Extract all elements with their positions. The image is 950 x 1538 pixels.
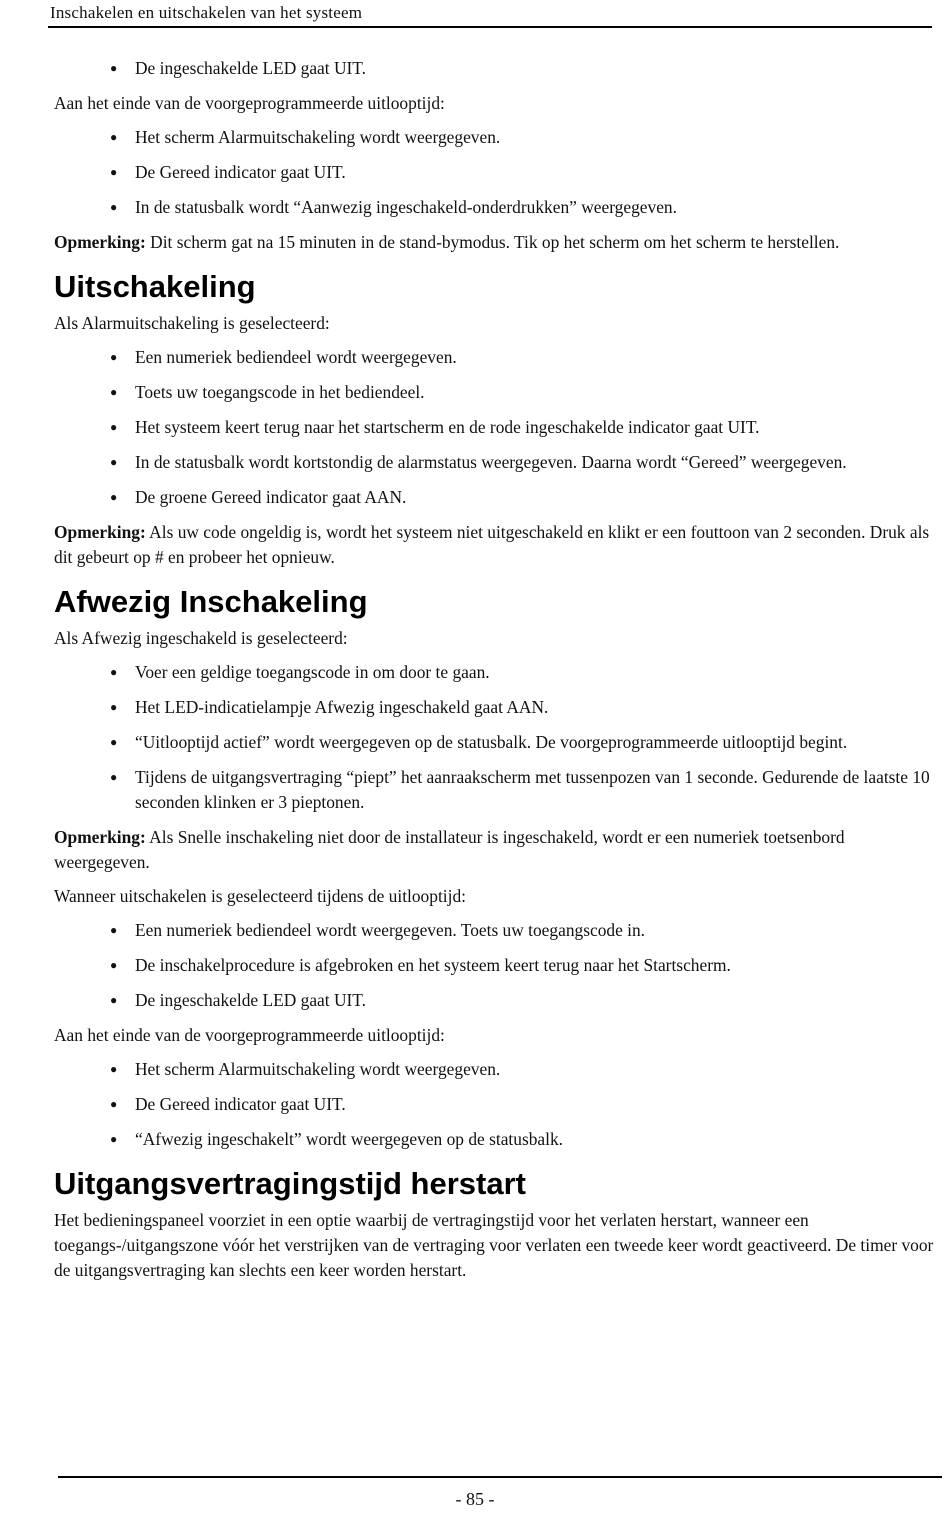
page-number: - 85 - <box>455 1489 495 1509</box>
bullet-icon: ● <box>110 61 118 75</box>
bullet-icon: ● <box>110 770 118 784</box>
list-item: ● De Gereed indicator gaat UIT. <box>54 160 934 185</box>
bullet-list <box>54 56 934 81</box>
list-item: ● Toets uw toegangscode in het bediendeel. <box>54 380 934 405</box>
bullet-icon: ● <box>110 455 118 469</box>
paragraph: Aan het einde van de voorgeprogrammeerde uitlooptijd: <box>54 1025 445 1045</box>
list-item: ● Het scherm Alarmuitschakeling wordt weergegeven. <box>54 1057 934 1082</box>
document-body <box>54 56 934 1292</box>
paragraph: Wanneer uitschakelen is geselecteerd tijdens de uitlooptijd: <box>54 886 466 906</box>
bullet-icon: ● <box>110 350 118 364</box>
bullet-list <box>54 125 934 220</box>
note-paragraph <box>54 230 934 255</box>
header-title: Inschakelen en uitschakelen van het systeem <box>50 3 363 22</box>
list-item: ● In de statusbalk wordt kortstondig de alarmstatus weergegeven. Daarna wordt “Gereed” weergegeven. <box>54 450 934 475</box>
bullet-icon: ● <box>110 420 118 434</box>
bullet-icon: ● <box>110 130 118 144</box>
paragraph: Aan het einde van de voorgeprogrammeerde uitlooptijd: <box>54 93 445 113</box>
bullet-list <box>54 1057 934 1152</box>
list-item: ● De inschakelprocedure is afgebroken en het systeem keert terug naar het Startscherm. <box>54 953 934 978</box>
bullet-list <box>54 918 934 1013</box>
bullet-icon: ● <box>110 165 118 179</box>
list-item: ● De ingeschakelde LED gaat UIT. <box>54 988 934 1013</box>
note-label: Opmerking: <box>54 827 146 847</box>
note-paragraph <box>54 825 934 875</box>
list-item: ● In de statusbalk wordt “Aanwezig ingeschakeld-onderdrukken” weergegeven. <box>54 195 934 220</box>
note-text: Als Snelle inschakeling niet door de installateur is ingeschakeld, wordt er een numeriek toetsenbord weergegeven. <box>54 827 845 872</box>
bullet-icon: ● <box>110 665 118 679</box>
bullet-icon: ● <box>110 1062 118 1076</box>
section-heading: Uitschakeling <box>54 269 256 304</box>
bullet-icon: ● <box>110 993 118 1007</box>
note-label: Opmerking: <box>54 232 146 252</box>
bullet-icon: ● <box>110 923 118 937</box>
list-item: ● Het scherm Alarmuitschakeling wordt weergegeven. <box>54 125 934 150</box>
list-item: ● Tijdens de uitgangsvertraging “piept” het aanraakscherm met tussenpozen van 1 seconde. Gedurende de laatste 10 seconden klinken er 3 pieptonen. <box>110 767 930 812</box>
list-item: ● De ingeschakelde LED gaat UIT. <box>54 56 934 81</box>
paragraph: Als Afwezig ingeschakeld is geselecteerd: <box>54 628 348 648</box>
bullet-list <box>54 345 934 510</box>
section-heading: Afwezig Inschakeling <box>54 584 368 619</box>
bullet-icon: ● <box>110 700 118 714</box>
list-item: ● “Afwezig ingeschakelt” wordt weergegeven op de statusbalk. <box>54 1127 934 1152</box>
paragraph: Het bedieningspaneel voorziet in een optie waarbij de vertragingstijd voor het verlaten herstart, wanneer een toegangs-/uitgangszone vóór het verstrijken van de vertraging voor verlaten een tweede keer wordt geactiveerd. De timer voor de uitgangsvertraging kan slechts een keer worden herstart. <box>54 1210 934 1280</box>
paragraph: Als Alarmuitschakeling is geselecteerd: <box>54 313 330 333</box>
list-item: ● Een numeriek bediendeel wordt weergegeven. <box>54 345 934 370</box>
bullet-icon: ● <box>110 490 118 504</box>
section-heading: Uitgangsvertragingstijd herstart <box>54 1166 526 1201</box>
list-item: ● Het systeem keert terug naar het startscherm en de rode ingeschakelde indicator gaat UIT. <box>54 415 934 440</box>
list-item: ● Voer een geldige toegangscode in om door te gaan. <box>54 660 934 685</box>
note-label: Opmerking: <box>54 522 146 542</box>
bullet-icon: ● <box>110 1097 118 1111</box>
bullet-icon: ● <box>110 385 118 399</box>
list-item: ● Een numeriek bediendeel wordt weergegeven. Toets uw toegangscode in. <box>54 918 934 943</box>
bullet-icon: ● <box>110 958 118 972</box>
list-item: ● Het LED-indicatielampje Afwezig ingeschakeld gaat AAN. <box>54 695 934 720</box>
note-text: Dit scherm gat na 15 minuten in de stand-bymodus. Tik op het scherm om het scherm te herstellen. <box>145 232 840 252</box>
footer-rule <box>58 1476 942 1478</box>
bullet-icon: ● <box>110 735 118 749</box>
bullet-list <box>54 660 934 815</box>
page-header <box>48 3 932 28</box>
bullet-icon: ● <box>110 200 118 214</box>
list-item: ● De Gereed indicator gaat UIT. <box>54 1092 934 1117</box>
bullet-icon: ● <box>110 1132 118 1146</box>
list-item: ● De groene Gereed indicator gaat AAN. <box>54 485 934 510</box>
list-item: ● “Uitlooptijd actief” wordt weergegeven op de statusbalk. De voorgeprogrammeerde uitlooptijd begint. <box>54 730 934 755</box>
note-text: Als uw code ongeldig is, wordt het systeem niet uitgeschakeld en klikt er een fouttoon van 2 seconden. Druk als dit gebeurt op # en probeer het opnieuw. <box>54 522 930 567</box>
note-paragraph <box>54 520 934 570</box>
